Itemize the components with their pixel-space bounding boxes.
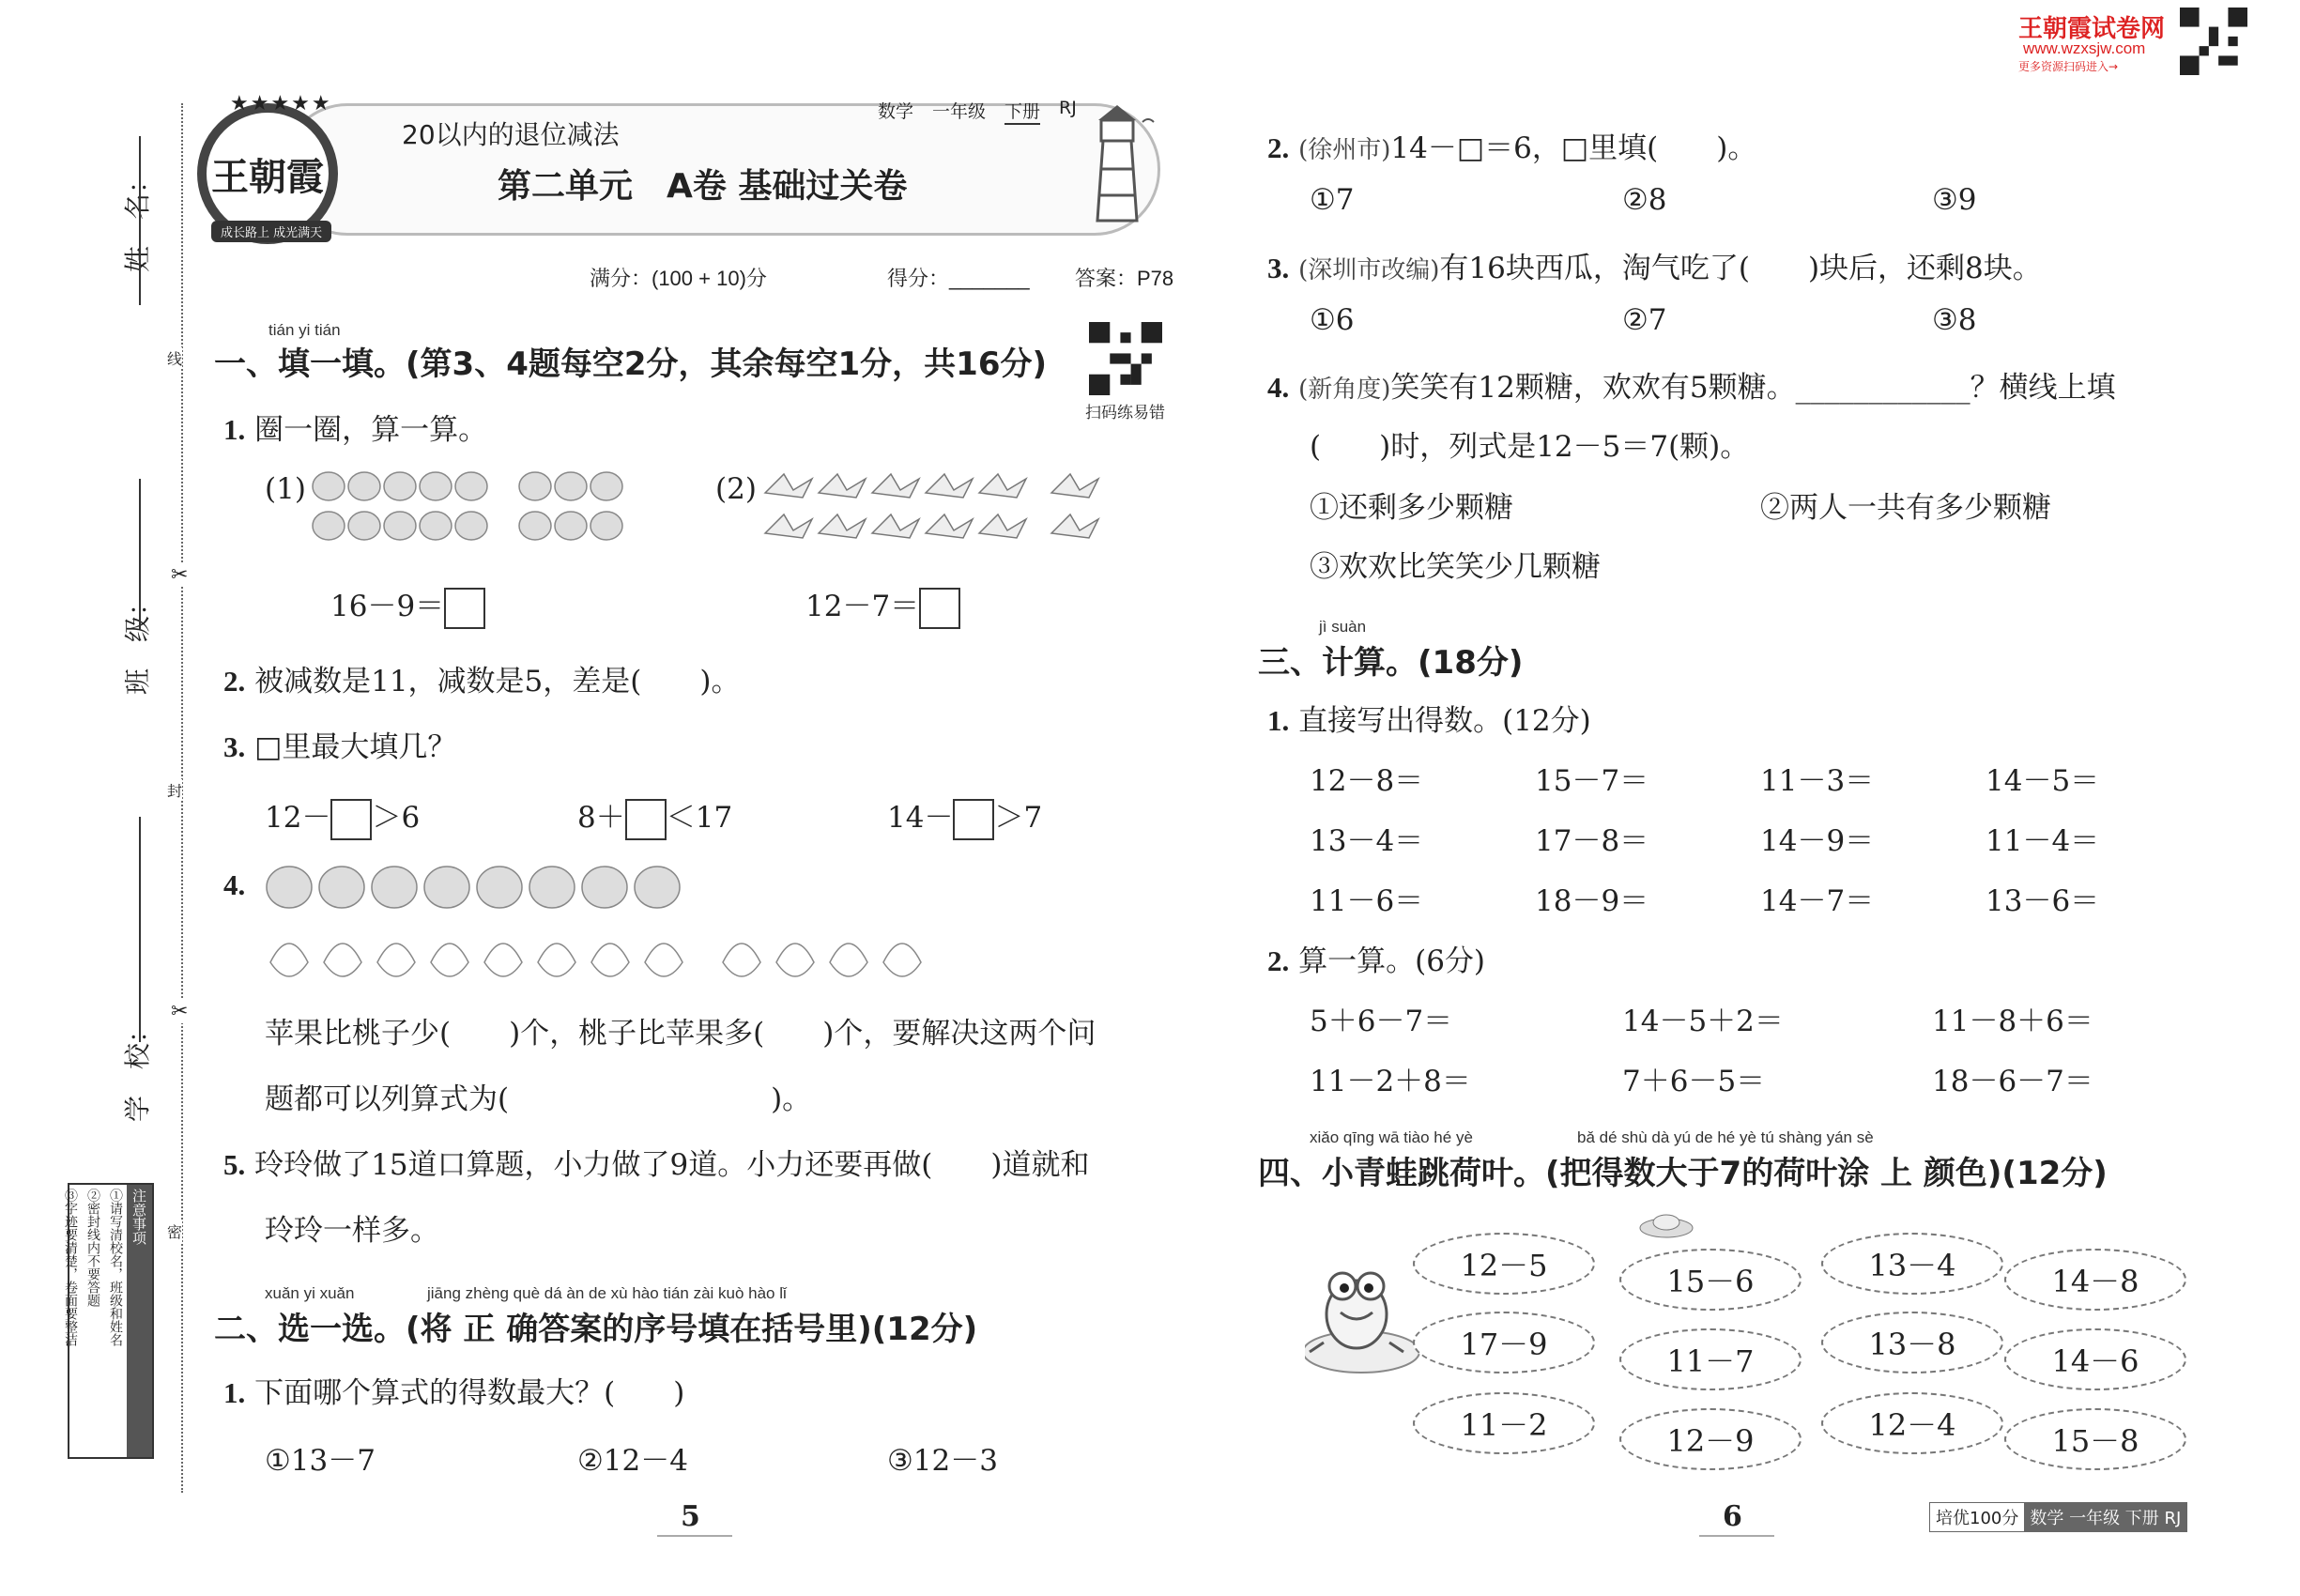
s2-q2-opt2[interactable]: ②8 — [1622, 183, 1667, 217]
footer-tag-main: 培优100分 — [1936, 1509, 2019, 1528]
s2-q4-opt3[interactable]: ③欢欢比笑笑少几颗糖 — [1310, 550, 1601, 584]
tag-volume: 下册 — [1004, 98, 1040, 125]
page-number-right-underline — [1699, 1535, 1774, 1537]
answer-ref: 答案：P78 — [1075, 267, 1174, 290]
page-number-left-underline — [657, 1535, 732, 1537]
brand-tagline: 更多资源扫码进入→ — [2018, 60, 2119, 73]
section1-title: 一、填一填。(第3、4题每空2分，其余每空1分，共16分) — [214, 345, 1048, 383]
notes-item: ③字迹要清楚，卷面要整洁 — [63, 1189, 78, 1346]
lily-pad[interactable]: 12－9 — [1619, 1408, 1802, 1470]
s2-q3-opt1[interactable]: ①6 — [1310, 303, 1355, 337]
section3-title: 三、计算。(18分) — [1258, 644, 1524, 682]
scissors-icon: ✂ — [171, 563, 189, 587]
brand-name: 王朝霞试卷网 — [2018, 15, 2166, 43]
apples-group-icon — [310, 469, 629, 554]
s2-q4: 4. (新角度)笑笑有12颗糖，欢欢有5颗糖。____________？横线上填 — [1267, 371, 2116, 405]
s1-q1-eq1: 16－9＝ — [330, 582, 485, 629]
notes-item: ①请写清校名，班级和姓名 — [108, 1189, 123, 1346]
s2-q3: 3. (深圳市改编)有16块西瓜，淘气吃了( )块后，还剩8块。 — [1267, 252, 2042, 285]
cut-mark-1: 线 — [167, 347, 182, 369]
notes-item: ②密封线内不要答题 — [85, 1189, 100, 1307]
page-title: 第二单元 A卷 基础过关卷 — [498, 167, 908, 206]
answer-box[interactable] — [919, 588, 960, 629]
peach-row-icon — [263, 925, 986, 990]
s1-q1-sub1: (1) — [265, 472, 306, 506]
s1-q4-line2: 题都可以列算式为( )。 — [265, 1082, 812, 1116]
s1-q2: 2. 被减数是11，减数是5，差是( )。 — [223, 665, 741, 698]
qr-caption: 扫码练易错 — [1085, 404, 1165, 422]
subject-tags — [878, 98, 1077, 125]
frog-icon — [1305, 1239, 1427, 1399]
calc-item[interactable]: 14－7＝ — [1760, 884, 1875, 918]
lily-pad[interactable]: 14－8 — [2004, 1249, 2186, 1311]
lily-pad[interactable]: 13－8 — [1821, 1312, 2003, 1373]
calc-item[interactable]: 18－6－7＝ — [1932, 1065, 2093, 1098]
s1-q3-expr2: 8＋ ＜17 — [577, 793, 732, 840]
tag-grade: 一年级 — [932, 101, 987, 122]
qr-code-icon[interactable] — [2180, 8, 2247, 75]
lily-pad[interactable]: 14－6 — [2004, 1328, 2186, 1390]
tag-edition: RJ — [1059, 98, 1077, 118]
calc-item[interactable]: 18－9＝ — [1535, 884, 1649, 918]
s1-q1: 1. 圈一圈，算一算。 — [223, 413, 488, 447]
calc-item[interactable]: 14－5＋2＝ — [1622, 1005, 1784, 1038]
school-label: 学 校： — [122, 1016, 153, 1122]
scissors-icon: ✂ — [171, 1000, 189, 1023]
logo-ribbon: 成长路上 成光满天 — [211, 221, 331, 242]
page-number-left: 5 — [681, 1500, 700, 1533]
lily-pad[interactable]: 15－8 — [2004, 1408, 2186, 1470]
calc-item[interactable]: 11－2＋8＝ — [1310, 1065, 1471, 1098]
calc-item[interactable]: 11－6＝ — [1310, 884, 1424, 918]
s3-q1: 1. 直接写出得数。(12分) — [1267, 704, 1591, 738]
section4-pinyin-b: bǎ dé shù dà yú de hé yè tú shàng yán sè — [1577, 1128, 1874, 1146]
answer-box[interactable] — [444, 588, 485, 629]
s2-q4-line2: ( )时，列式是12－5＝7(颗)。 — [1310, 430, 1750, 464]
s1-q3: 3. □里最大填几？ — [223, 730, 457, 764]
section3-pinyin: jì suàn — [1319, 618, 1367, 636]
calc-item[interactable]: 11－3＝ — [1760, 764, 1875, 798]
s2-q3-opt2[interactable]: ②7 — [1622, 303, 1667, 337]
notes-box — [63, 1183, 154, 1459]
school-line[interactable] — [139, 817, 141, 1042]
lily-pad[interactable]: 11－7 — [1619, 1328, 1802, 1390]
lily-pad[interactable]: 11－2 — [1413, 1392, 1595, 1454]
s2-q2-opt1[interactable]: ①7 — [1310, 183, 1355, 217]
section4-pinyin-a: xiǎo qīng wā tiào hé yè — [1310, 1128, 1473, 1146]
answer-box[interactable] — [330, 799, 372, 840]
s1-q4-num: 4. — [223, 868, 246, 901]
calc-item[interactable]: 12－8＝ — [1310, 764, 1424, 798]
logo-stars: ★★★★★ — [230, 92, 332, 115]
calc-item[interactable]: 11－4＝ — [1986, 824, 2100, 858]
calc-item[interactable]: 11－8＋6＝ — [1932, 1005, 2093, 1038]
footer-tag — [1929, 1502, 2187, 1532]
lily-pad[interactable]: 12－4 — [1821, 1392, 2003, 1454]
calc-item[interactable]: 13－4＝ — [1310, 824, 1424, 858]
section4-title: 四、小青蛙跳荷叶。(把得数大于7的荷叶涂 上 颜色)(12分) — [1258, 1155, 2108, 1192]
s1-q5-line1: 5. 玲玲做了15道口算题，小力做了9道。小力还要再做( )道就和 — [223, 1148, 1090, 1182]
s2-q2: 2. (徐州市)14－□＝6，□里填( )。 — [1267, 131, 1757, 165]
s1-q3-expr1: 12－ ＞6 — [265, 793, 420, 840]
qr-code-icon[interactable] — [1089, 322, 1162, 395]
apple-row-icon — [263, 859, 704, 915]
s1-q4-line1: 苹果比桃子少( )个，桃子比苹果多( )个，要解决这两个问 — [265, 1017, 1096, 1051]
section1-pinyin: tián yi tián — [268, 321, 341, 339]
paper-crane-group-icon — [760, 469, 1108, 554]
section2-title: 二、选一选。(将 正 确答案的序号填在括号里)(12分) — [214, 1311, 978, 1348]
score-field[interactable]: 得分：_______ — [887, 267, 1030, 290]
s1-q1-eq2: 12－7＝ — [805, 582, 960, 629]
notes-title: 注意事项 — [127, 1185, 152, 1457]
s1-q3-expr3: 14－ ＞7 — [887, 793, 1042, 840]
name-line[interactable] — [139, 136, 141, 305]
tag-subject: 数学 — [878, 101, 914, 122]
brand-url[interactable]: www.wzxsjw.com — [2023, 39, 2146, 57]
class-line[interactable] — [139, 479, 141, 629]
logo-text: 王朝霞 — [211, 154, 324, 199]
section2-pinyin-a: xuǎn yi xuǎn — [265, 1284, 355, 1302]
s1-q5-line2: 玲玲一样多。 — [265, 1214, 439, 1248]
lotus-bud-icon — [1638, 1211, 1694, 1239]
cut-mark-3: 密 — [167, 1220, 182, 1242]
topic-label: 20以内的退位减法 — [402, 119, 620, 150]
s2-q3-opt3[interactable]: ③8 — [1932, 303, 1977, 337]
s2-q4-opt2[interactable]: ②两人一共有多少颗糖 — [1760, 491, 2051, 525]
answer-box[interactable] — [953, 799, 994, 840]
answer-box[interactable] — [625, 799, 667, 840]
calc-item[interactable]: 14－5＝ — [1986, 764, 2100, 798]
page-number-right: 6 — [1723, 1500, 1742, 1533]
s2-q1-opt2[interactable]: ②12－4 — [577, 1444, 688, 1478]
calc-item[interactable]: 15－7＝ — [1535, 764, 1649, 798]
calc-item[interactable]: 13－6＝ — [1986, 884, 2100, 918]
calc-item[interactable]: 5＋6－7＝ — [1310, 1005, 1453, 1038]
s2-q4-opt1[interactable]: ①还剩多少颗糖 — [1310, 491, 1513, 525]
name-label: 姓 名： — [122, 166, 153, 272]
class-label: 班 级： — [122, 589, 153, 695]
s2-q2-opt3[interactable]: ③9 — [1932, 183, 1977, 217]
s1-q1-sub2: (2) — [715, 472, 757, 506]
section2-pinyin-b: jiāng zhèng què dá àn de xù hào tián zài kuò hào lǐ — [427, 1284, 787, 1302]
s2-q1-opt3[interactable]: ③12－3 — [887, 1444, 998, 1478]
lily-pad[interactable]: 17－9 — [1413, 1312, 1595, 1373]
calc-item[interactable]: 14－9＝ — [1760, 824, 1875, 858]
s2-q1-opt1[interactable]: ①13－7 — [265, 1444, 376, 1478]
s2-q1: 1. 下面哪个算式的得数最大？( ) — [223, 1376, 685, 1410]
footer-tag-rest: 数学 一年级 下册 RJ — [2024, 1503, 2186, 1531]
calc-item[interactable]: 7＋6－5＝ — [1622, 1065, 1766, 1098]
lily-pad[interactable]: 13－4 — [1821, 1233, 2003, 1295]
score-total: 满分：(100 + 10)分 — [590, 267, 767, 290]
lily-pad[interactable]: 15－6 — [1619, 1249, 1802, 1311]
cut-mark-2: 封 — [167, 779, 182, 801]
lily-pad[interactable]: 12－5 — [1413, 1233, 1595, 1295]
s3-q2: 2. 算一算。(6分) — [1267, 944, 1486, 978]
lighthouse-icon — [1075, 103, 1159, 225]
calc-item[interactable]: 17－8＝ — [1535, 824, 1649, 858]
